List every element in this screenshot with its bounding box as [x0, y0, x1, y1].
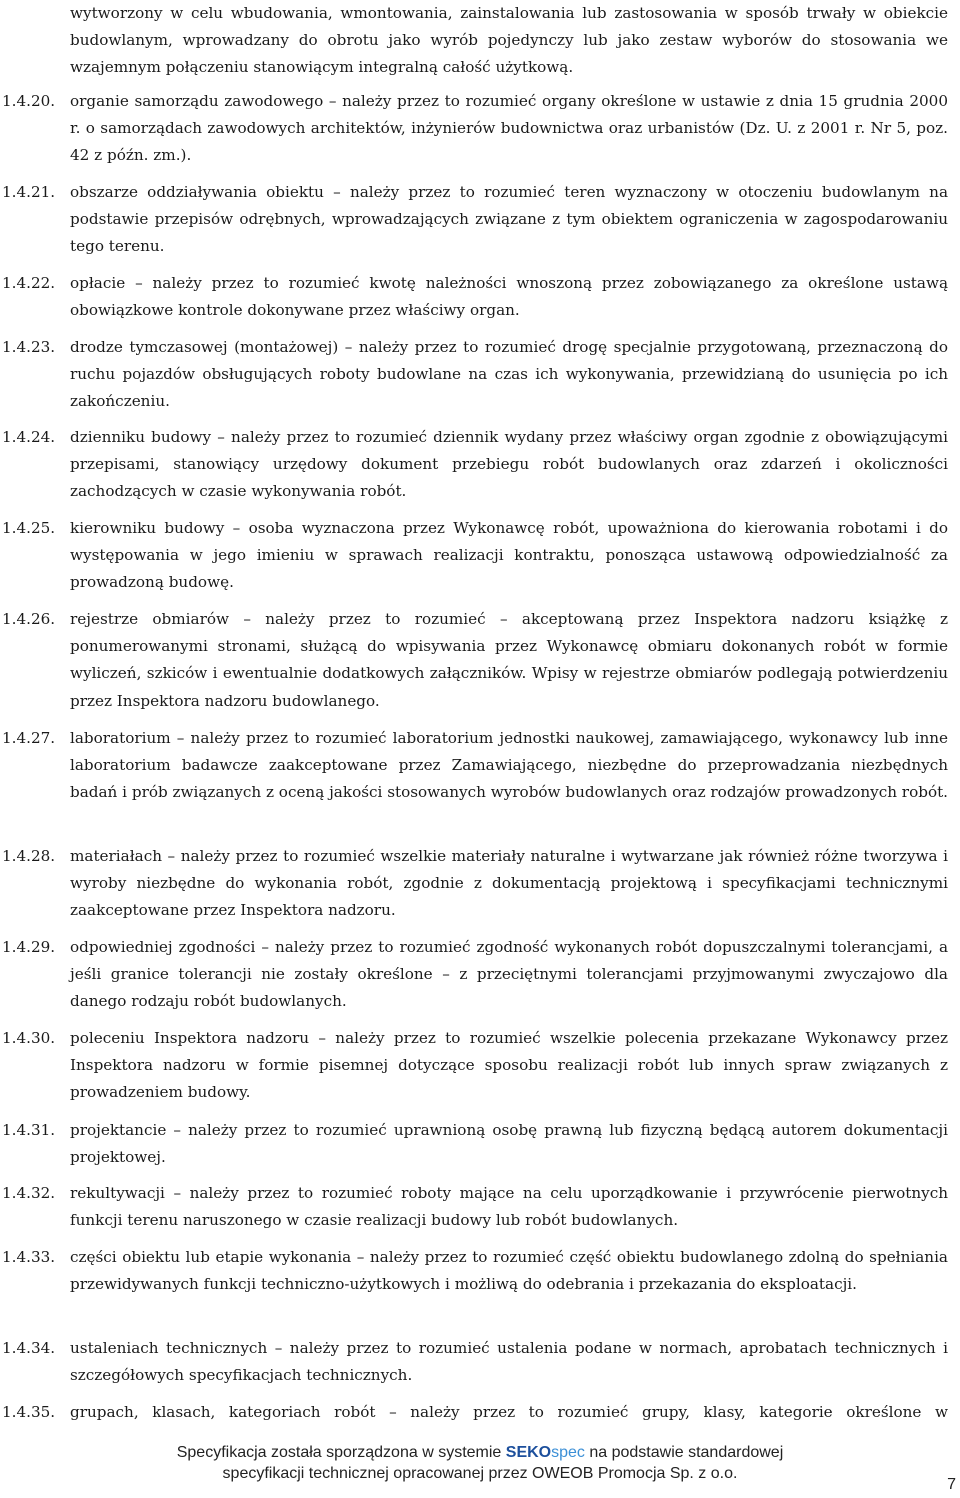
- item-number: 1.4.21.: [2, 183, 56, 201]
- item-text: poleceniu Inspektora nadzoru – należy przez to rozumieć wszelkie polecenia przekazane Wykonawcy przez Inspektora nadzoru w formie pisemnej dotyczące sposobu realizacji robót lub innych spraw związanych z prowadzeniem budowy.: [70, 1029, 948, 1102]
- definition-item: [0, 515, 948, 597]
- page-footer: [0, 1442, 960, 1484]
- definition-item: [0, 843, 948, 925]
- definition-item: [0, 725, 948, 807]
- brand-logo-part-a: SEKO: [505, 1444, 552, 1461]
- item-number: 1.4.25.: [2, 519, 56, 537]
- item-text: opłacie – należy przez to rozumieć kwotę należności wnoszoną przez zobowiązanego za określone ustawą obowiązkowe kontrole dokonywane przez właściwy organ.: [70, 274, 948, 320]
- item-number: 1.4.29.: [2, 938, 56, 956]
- definition-item: [0, 424, 948, 506]
- item-text: części obiektu lub etapie wykonania – należy przez to rozumieć część obiektu budowlanego zdolną do spełniania przewidywanych funkcji techniczno-użytkowych i możliwą do odebrania i przekazania do eksploatacji.: [70, 1248, 948, 1294]
- item-number: 1.4.34.: [2, 1339, 56, 1357]
- item-text: dzienniku budowy – należy przez to rozumieć dziennik wydany przez właściwy organ zgodnie z obowiązującymi przepisami, stanowiący urzędowy dokument przebiegu robót budowlanych oraz zdarzeń i okoliczności zachodzących w czasie wykonywania robót.: [70, 428, 948, 501]
- item-text: rejestrze obmiarów – należy przez to rozumieć – akceptowaną przez Inspektora nadzoru książkę z ponumerowanymi stronami, służącą do wpisywania przez Wykonawcę obmiaru dokonanych robót w formie wyliczeń, szkiców i ewentualnie dodatkowych załączników. Wpisy w rejestrze obmiarów podlegają potwierdzeniu przez Inspektora nadzoru budowlanego.: [70, 610, 948, 710]
- item-text: organie samorządu zawodowego – należy przez to rozumieć organy określone w ustawie z dnia 15 grudnia 2000 r. o samorządach zawodowych architektów, inżynierów budownictwa oraz urbanistów (Dz. U. z 2001 r. Nr 5, poz. 42 z późn. zm.).: [70, 92, 948, 165]
- definition-item: [0, 1399, 948, 1426]
- definition-item: [0, 334, 948, 416]
- item-text: grupach, klasach, kategoriach robót – należy przez to rozumieć grupy, klasy, kategorie określone w: [70, 1403, 948, 1421]
- definition-item: [0, 270, 948, 324]
- definition-item: [0, 1335, 948, 1389]
- item-text: materiałach – należy przez to rozumieć wszelkie materiały naturalne i wytwarzane jak również różne tworzywa i wyroby niezbędne do wykonania robót, zgodnie z dokumentacją projektową i specyfikacjami technicznymi zaakceptowane przez Inspektora nadzoru.: [70, 847, 948, 920]
- item-number: 1.4.33.: [2, 1248, 56, 1266]
- item-number: 1.4.31.: [2, 1121, 56, 1139]
- item-number: 1.4.24.: [2, 428, 56, 446]
- definition-item: [0, 1025, 948, 1107]
- continuation-paragraph: wytworzony w celu wbudowania, wmontowania, zainstalowania lub zastosowania w sposób trwały w obiekcie budowlanym, wprowadzany do obrotu jako wyrób pojedynczy lub jako zestaw wyborów do stosowania we wzajemnym połączeniu stanowiącym integralną całość użytkową.: [70, 4, 948, 77]
- item-number: 1.4.28.: [2, 847, 56, 865]
- footer-line-2: specyfikacji technicznej opracowanej przez OWEOB Promocja Sp. z o.o.: [222, 1465, 738, 1482]
- definition-item: [0, 606, 948, 715]
- item-text: drodze tymczasowej (montażowej) – należy przez to rozumieć drogę specjalnie przygotowaną, przeznaczoną do ruchu pojazdów obsługujących roboty budowlane na czas ich wykonywania, przewidzianą do usunięcia po ich zakończeniu.: [70, 338, 948, 411]
- item-number: 1.4.22.: [2, 274, 56, 292]
- item-text: laboratorium – należy przez to rozumieć laboratorium jednostki naukowej, zamawiającego, wykonawcy lub inne laboratorium badawcze zaakceptowane przez Zamawiającego, niezbędne do przeprowadzania niezbędnych badań i prób związanych z oceną jakości stosowanych wyrobów budowlanych oraz rodzajów prowadzonych robót.: [70, 729, 949, 802]
- footer-text: Specyfikacja została sporządzona w systemie: [176, 1444, 506, 1461]
- item-number: 1.4.20.: [2, 92, 56, 110]
- footer-line-1: [0, 1442, 960, 1463]
- page-number: 7: [947, 1476, 956, 1493]
- item-text: obszarze oddziaływania obiektu – należy przez to rozumieć teren wyznaczony w otoczeniu budowlanym na podstawie przepisów odrębnych, wprowadzających związane z tym obiektem ograniczenia w zagospodarowaniu tego terenu.: [70, 183, 948, 256]
- definition-item: [0, 179, 948, 261]
- item-number: 1.4.23.: [2, 338, 56, 356]
- item-text: odpowiedniej zgodności – należy przez to rozumieć zgodność wykonanych robót dopuszczalnymi tolerancjami, a jeśli granice tolerancji nie zostały określone – z przeciętnymi tolerancjami przyjmowanymi zwyczajowo dla danego rodzaju robót budowlanych.: [70, 938, 948, 1011]
- footer-text: na podstawie standardowej: [584, 1444, 784, 1461]
- item-number: 1.4.32.: [2, 1184, 56, 1202]
- item-number: 1.4.30.: [2, 1029, 56, 1047]
- item-text: ustaleniach technicznych – należy przez to rozumieć ustalenia podane w normach, aprobatach technicznych i szczegółowych specyfikacjach technicznych.: [70, 1339, 948, 1385]
- item-number: 1.4.26.: [2, 610, 56, 628]
- definition-item: [0, 1117, 948, 1171]
- item-number: 1.4.27.: [2, 729, 56, 747]
- item-text: kierowniku budowy – osoba wyznaczona przez Wykonawcę robót, upoważniona do kierowania robotami i do występowania w jego imieniu w sprawach realizacji kontraktu, ponosząca ustawową odpowiedzialność za prowadzoną budowę.: [70, 519, 948, 592]
- definition-item: [0, 934, 948, 1016]
- item-number: 1.4.35.: [2, 1403, 56, 1421]
- definition-item: [0, 1180, 948, 1234]
- definition-item: [0, 1244, 948, 1298]
- item-text: projektancie – należy przez to rozumieć uprawnioną osobę prawną lub fizyczną będącą autorem dokumentacji projektowej.: [70, 1121, 948, 1167]
- item-text: rekultywacji – należy przez to rozumieć roboty mające na celu uporządkowanie i przywrócenie pierwotnych funkcji terenu naruszonego w czasie realizacji budowy lub robót budowlanych.: [70, 1184, 948, 1230]
- definition-item: [0, 88, 948, 170]
- brand-logo-part-b: spec: [551, 1444, 585, 1461]
